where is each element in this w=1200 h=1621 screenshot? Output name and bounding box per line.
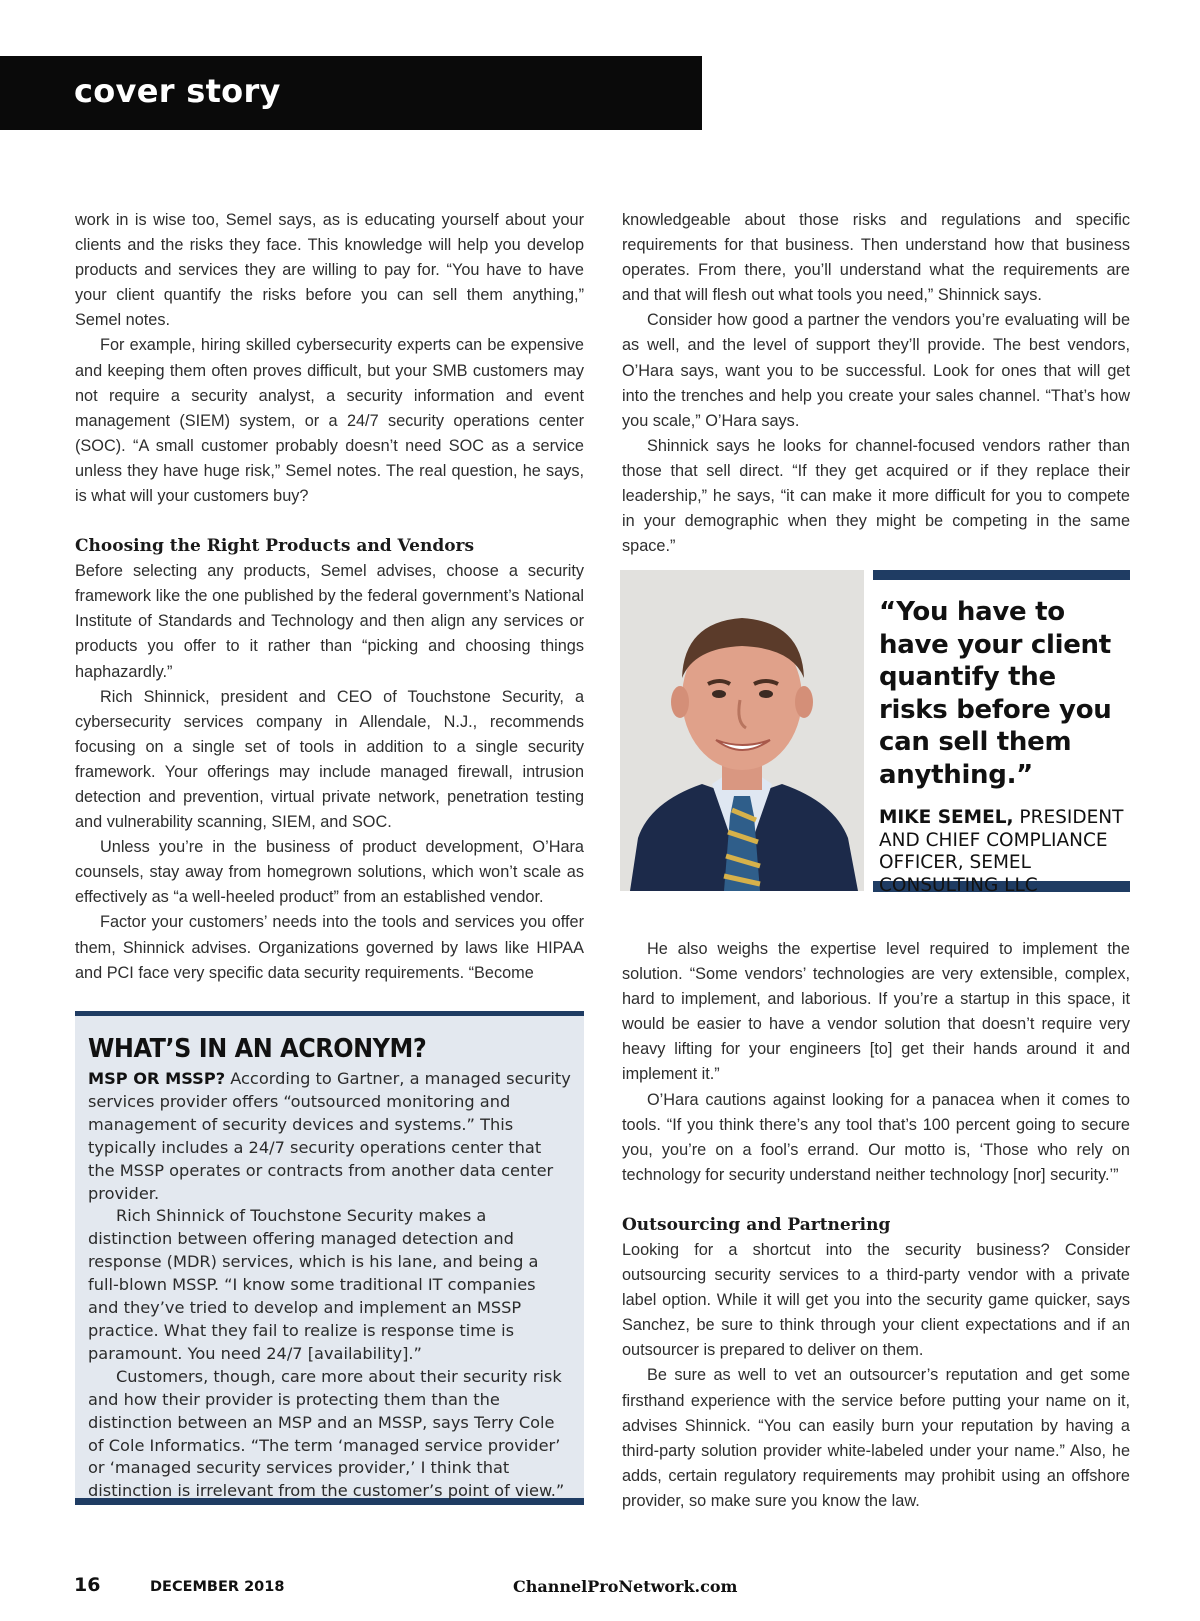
sidebar-paragraph: Customers, though, care more about their security risk and how their provider is protecting them than the distinction between an MSP and an MSSP, says Terry Cole of Cole Informatics. “The term ‘managed service provider’ or ‘managed security services provider,’ I think that distinction is irrelevant from the customer’s point of view.” (88, 1366, 565, 1501)
page-number: 16 (74, 1574, 101, 1596)
site-url: ChannelProNetwork.com (513, 1577, 738, 1596)
sidebar-title: WHAT’S IN AN ACRONYM? (88, 1034, 427, 1064)
body-paragraph: Looking for a shortcut into the security business? Consider outsourcing security services to a third-party vendor with a private label option. While it will get you into the security game quicker, says Sanchez, be sure to think through your client expectations and if an outsourcer is prepared to deliver on them. (622, 1240, 1130, 1360)
pull-quote-box (873, 570, 1130, 897)
body-paragraph: Shinnick says he looks for channel-focused vendors rather than those that sell direct. “If they get acquired or if they replace their leadership,” he says, “it can make it more difficult for you to compete in your demographic when they might be competing in the same space.” (622, 436, 1130, 556)
left-column (75, 208, 584, 986)
sidebar-paragraph: MSP OR MSSP? According to Gartner, a managed security services provider offers “outsourced monitoring and management of security devices and systems.” This typically includes a 24/7 security operations center that the MSSP operates or contracts from another data center provider. (88, 1069, 571, 1203)
body-paragraph: He also weighs the expertise level required to implement the solution. “Some vendors’ technologies are very extensible, complex, hard to implement, and laborious. If you’re a startup in this space, it would be easier to have a vendor solution that doesn’t require very heavy lifting for your engineers [to] get their hands around it and implement it.” (622, 940, 1130, 1084)
body-paragraph: Consider how good a partner the vendors you’re evaluating will be as well, and the level of support they’ll provide. The best vendors, O’Hara says, want you to be successful. Look for ones that will get into the trenches and help you create your sales channel. “That’s how you scale,” O’Hara says. (622, 311, 1130, 430)
body-paragraph: O’Hara cautions against looking for a panacea when it comes to tools. “If you think there’s any tool that’s 100 percent going to secure you, you’re on a fool’s errand. Our motto is, ‘Those who rely on technology for security understand neither technology [nor] security.’” (622, 1090, 1130, 1184)
sidebar-text (88, 1068, 571, 1503)
pull-quote-attribution (879, 807, 1126, 898)
right-column-lower (622, 937, 1130, 1514)
body-paragraph: Be sure as well to vet an outsourcer’s reputation and get some firsthand experience with the service before putting your name on it, advises Shinnick. “You can easily burn your reputation by having a third-party solution provider white-labeled under your name.” Also, he adds, certain regulatory requirements may prohibit using an offshore provider, so make sure you know the law. (622, 1366, 1130, 1510)
body-paragraph: For example, hiring skilled cybersecurity experts can be expensive and keeping them often proves difficult, but your SMB customers may not require a security analyst, a security information and event management (SIEM) system, or a 24/7 security operations center (SOC). “A small customer probably doesn’t need SOC as a service unless they have huge risk,” Semel notes. The real question, he says, is what will your customers buy? (75, 336, 584, 506)
sidebar-paragraph: Rich Shinnick of Touchstone Security makes a distinction between offering managed detection and response (MDR) services, which is his lane, and being a full-blown MSSP. “I know some traditional IT companies and they’ve tried to develop and implement an MSSP practice. What they fail to realize is response time is paramount. You need 24/7 [availability].” (88, 1206, 539, 1363)
portrait-photo (620, 570, 864, 891)
body-paragraph: knowledgeable about those risks and regulations and specific requirements for that business. Then understand how that business operates. From there, you’ll understand what the requirements are and that will flesh out what tools you need,” Shinnick says. (622, 211, 1130, 305)
section-subhead: Outsourcing and Partnering (622, 1214, 891, 1235)
pull-quote-text: “You have to have your client quantify the risks before you can sell them anything.” (879, 597, 1112, 790)
issue-date: DECEMBER 2018 (150, 1579, 285, 1595)
body-paragraph: Before selecting any products, Semel advises, choose a security framework like the one published by the federal government’s National Institute of Standards and Technology and then align any services or products you offer to it rather than “picking and choosing things haphazardly.” (75, 562, 584, 681)
acronym-sidebar (75, 1011, 584, 1505)
quote-person-title: PRESIDENT AND CHIEF COMPLIANCE OFFICER, SEMEL CONSULTING LLC (879, 807, 1124, 897)
body-paragraph: Unless you’re in the business of product development, O’Hara counsels, stay away from homegrown solutions, which won’t scale as effectively as “a well-heeled product” from an established vendor. (75, 838, 584, 907)
section-header-bar (0, 56, 702, 130)
body-paragraph: Factor your customers’ needs into the tools and services you offer them, Shinnick advises. Organizations governed by laws like HIPAA and PCI face very specific data security requirements. “Become (75, 913, 584, 982)
section-subhead: Choosing the Right Products and Vendors (75, 536, 475, 557)
section-label: cover story (74, 72, 281, 110)
right-column (622, 208, 1130, 559)
quote-person-name: MIKE SEMEL, (879, 807, 1014, 828)
body-paragraph: work in is wise too, Semel says, as is educating yourself about your clients and the risks they face. This knowledge will help you develop products and services they are willing to pay for. “You have to have your client quantify the risks before you can sell them anything,” Semel notes. (75, 211, 584, 330)
sidebar-lead: MSP OR MSSP? (88, 1069, 226, 1088)
portrait-illustration (620, 570, 864, 891)
body-paragraph: Rich Shinnick, president and CEO of Touchstone Security, a cybersecurity services company in Allendale, N.J., recommends focusing on a single set of tools in addition to a single security framework. Your offerings may include managed firewall, intrusion detection and prevention, virtual private network, penetration testing and vulnerability scanning, SIEM, and SOC. (75, 687, 584, 832)
